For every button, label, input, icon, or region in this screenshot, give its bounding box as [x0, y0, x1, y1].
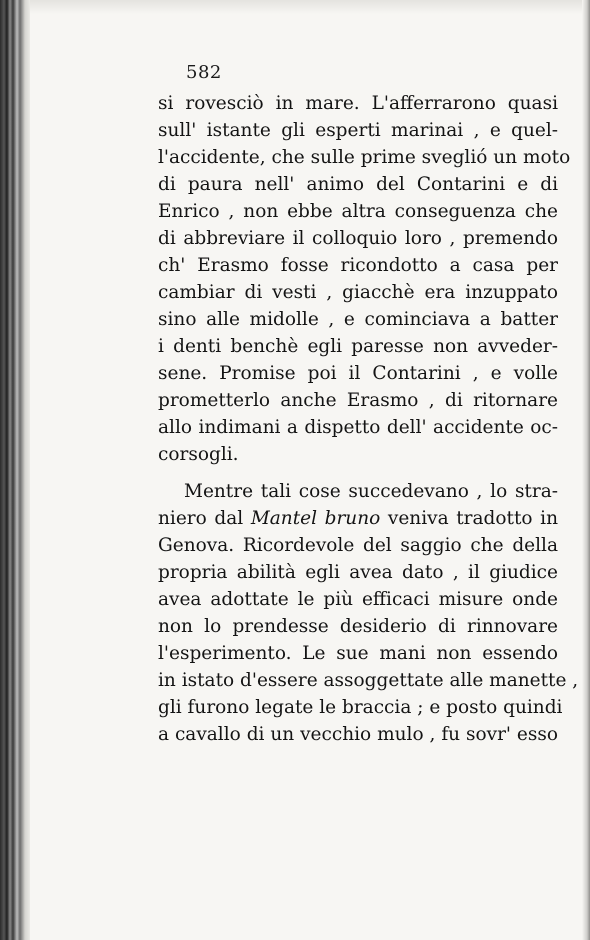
body-text [158, 90, 579, 748]
text-line: in istato d'essere assoggettate alle manette , [158, 670, 579, 691]
text-line: a cavallo di un vecchio mulo , fu sovr' esso [158, 724, 558, 745]
text-line: Genova. Ricordevole del saggio che della [158, 535, 558, 556]
text-line: prometterlo anche Erasmo , di ritornare [158, 390, 558, 411]
text-line: sull' istante gli esperti marinai , e quel- [158, 120, 558, 141]
text-line-with-title [158, 505, 558, 532]
text-line: di paura nell' animo del Contarini e di [158, 174, 558, 195]
text-segment: veniva tradotto in [380, 508, 558, 529]
paragraph-spacer [158, 468, 558, 478]
paragraph-2 [158, 478, 579, 748]
text-line: l'esperimento. Le sue mani non essendo [158, 643, 558, 664]
text-line: sino alle midolle , e cominciava a batter [158, 309, 558, 330]
text-segment: niero dal [158, 508, 251, 529]
text-line: Mentre tali cose succedevano , lo stra- [184, 481, 558, 502]
text-line: non lo prendesse desiderio di rinnovare [158, 616, 558, 637]
text-line: propria abilità egli avea dato , il giudice [158, 562, 558, 583]
text-line: allo indimani a dispetto dell' accidente oc- [158, 417, 558, 438]
text-line: l'accidente, che sulle prime sveglió un moto [158, 147, 571, 168]
book-binding-edge [0, 0, 30, 940]
page-number: 582 [186, 62, 222, 83]
page-top-shadow [30, 0, 590, 14]
text-line: di abbreviare il colloquio loro , premendo [158, 228, 558, 249]
italic-title: Mantel bruno [250, 508, 381, 529]
paragraph-1 [158, 90, 571, 468]
text-line: corsogli. [158, 444, 239, 465]
text-line: cambiar di vesti , giacchè era inzuppato [158, 282, 558, 303]
text-line: sene. Promise poi il Contarini , e volle [158, 363, 558, 384]
text-line: ch' Erasmo fosse ricondotto a casa per [158, 255, 558, 276]
text-line: i denti benchè egli paresse non avveder- [158, 336, 558, 357]
text-line: gli furono legate le braccia ; e posto quindi [158, 697, 563, 718]
text-line: avea adottate le più efficaci misure onde [158, 589, 558, 610]
text-line: Enrico , non ebbe altra conseguenza che [158, 201, 558, 222]
text-line: si rovesciò in mare. L'afferrarono quasi [158, 93, 558, 114]
page-right-edge [582, 0, 590, 940]
